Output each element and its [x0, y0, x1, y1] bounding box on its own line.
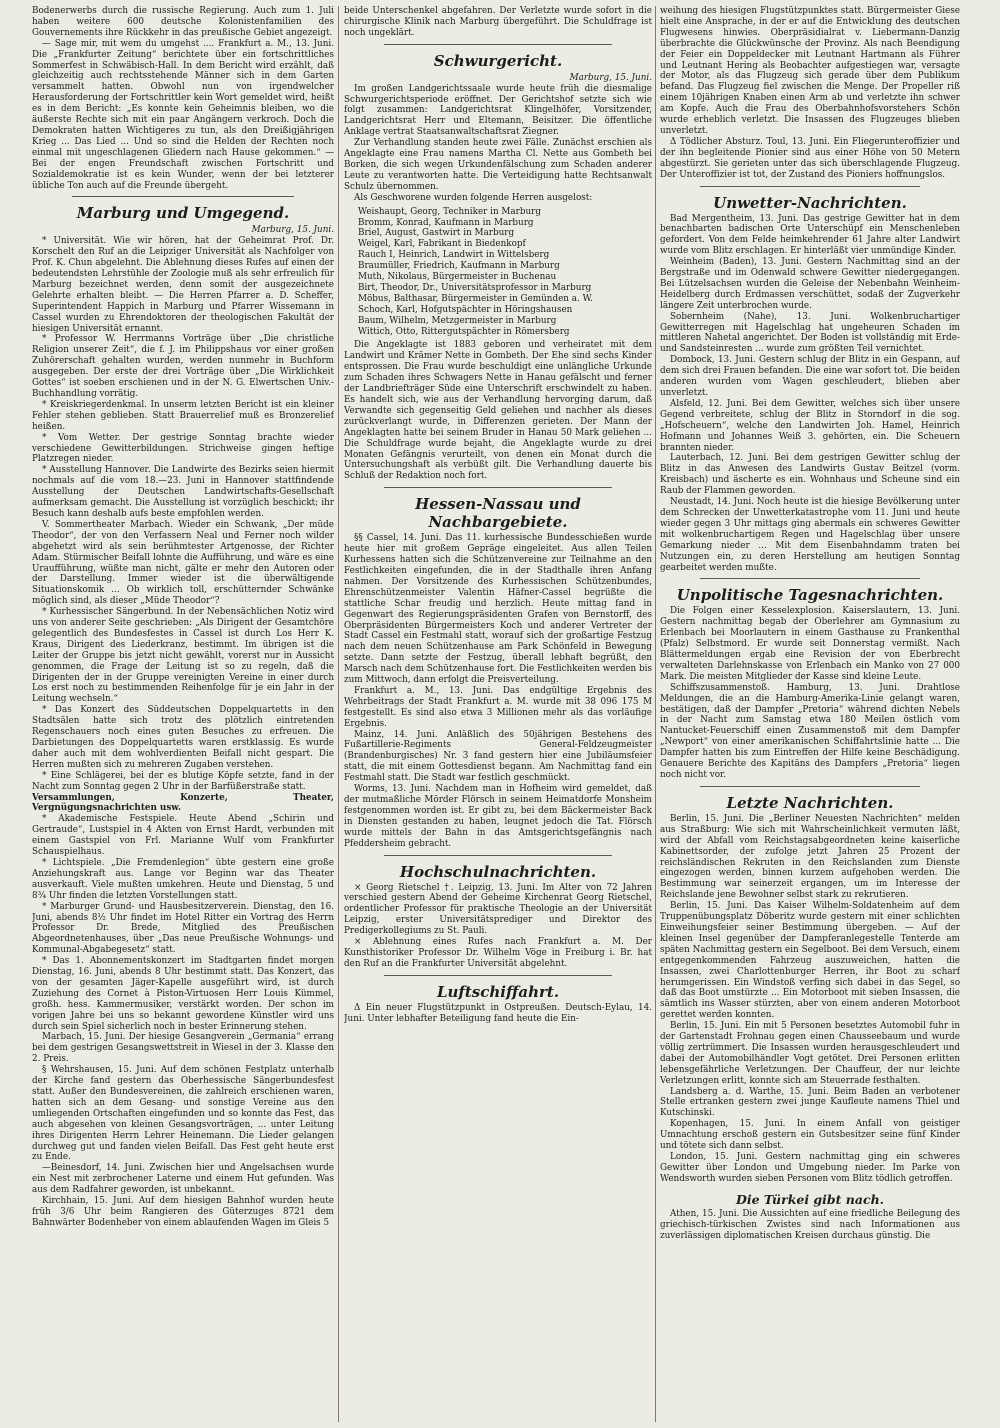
section-heading: Hochschulnachrichten.	[399, 862, 597, 881]
article-paragraph: * Eine Schlägerei, bei der es blutige Köpfe setzte, fand in der Nacht zum Sonntag gegen 2 Uhr in der Barfüßerstraße statt.	[32, 770, 334, 792]
article-paragraph: Schiffszusammenstoß. Hamburg, 13. Juni. Drahtlose Meldungen, die an die Hamburg-Amerika-Linie gelangt waren, bestätigen, daß der Dampfer „Pretoria“ während dichten Nebels in der Nacht zum Samstag etwa 180 Meilen östlich vom Nantucket-Feuerschiff einen Zusammenstoß mit dem Dampfer „Newport“ von einer amerikanischen Schiffahrtslinie hatte ... Die Dampfer hatten bis zum Eintreffen der Hilfe keine Beschädigung. Genauere Berichte des Kapitäns des Dampfers „Pretoria“ liegen noch nicht vor.	[660, 682, 960, 780]
section-heading: Hessen-Nassau und Nachbargebiete.	[415, 495, 581, 532]
list-item: Rauch I, Heinrich, Landwirt in Wittelsberg	[358, 250, 550, 261]
column-right	[660, 6, 960, 1422]
article-paragraph: Weinheim (Baden), 13. Juni. Gestern Nachmittag sind an der Bergstraße und im Odenwald schwere Gewitter niedergegangen. Bei Lützelsachsen wurden die Geleise der Nebenbahn Weinheim-Heidelberg durch Erdmassen verschüttet, sodaß der Zugverkehr längere Zeit unterbrochen wurde.	[660, 257, 960, 311]
article-paragraph: Berlin, 15. Juni. Ein mit 5 Personen besetztes Automobil fuhr in der Gartenstadt Frohnau gegen einen Chausseebaum und wurde völlig zertrümmert. Die Insassen wurden herausgeschleudert und dabei der Automobilhändler Vogt getötet. Drei Personen erlitten lebensgefährliche Verletzungen. Der Chauffeur, der nur leichte Verletzungen erlitt, konnte sich am Steuerrade festhalten.	[660, 1021, 960, 1086]
list-item: Möbus, Balthasar, Bürgermeister in Gemünden a. W.	[358, 293, 593, 304]
divider	[384, 975, 612, 976]
article-paragraph: Marbach, 15. Juni. Der hiesige Gesangverein „Germania“ errang bei dem gestrigen Gesangswettstreit in Wiesel in der 3. Klasse den 2. Preis.	[32, 1032, 334, 1065]
list-item: Muth, Nikolaus, Bürgermeister in Buchenau	[358, 272, 557, 283]
article-paragraph: —Beinesdorf, 14. Juni. Zwischen hier und Angelsachsen wurde ein Nest mit zerbrochener Laterne und einem Hut gefunden. Was aus dem Radfahrer geworden, ist unbekannt.	[32, 1163, 334, 1196]
article-paragraph: * Ausstellung Hannover. Die Landwirte des Bezirks seien hiermit nochmals auf die vom 18.—23. Juni in Hannover stattfindende Ausstellung der Deutschen Landwirtschafts-Gesellschaft aufmerksam gemacht. Die Ausstellung ist vorzüglich beschickt; ihr Besuch kann deshalb aufs beste empfohlen werden.	[32, 465, 334, 519]
section-heading: Marburg und Umgegend.	[76, 204, 290, 223]
list-item: Braumüller, Friedrich, Kaufmann in Marburg	[358, 261, 560, 272]
section-heading: Schwurgericht.	[433, 51, 563, 70]
article-paragraph: Dombock, 13. Juni. Gestern schlug der Blitz in ein Gespann, auf dem sich drei Frauen befanden. Die eine war sofort tot. Die beiden anderen wurden vom Wagen geschleudert, blieben aber unverletzt.	[660, 355, 960, 398]
article-paragraph: Die Angeklagte ist 1883 geboren und verheiratet mit dem Landwirt und Krämer Nette in Gombeth. Der Ehe sind sechs Kinder entsprossen. Die Frau wurde beschuldigt eine unlängliche Urkunde zum Schaden ihres Schwagers Nette in Hanau gefälscht und ferner der Landbriefträger Süde eine Unterschrift erschwindelt zu haben. Es handelt sich, wie aus der Verhandlung hervorging darum, daß Verwandte sich gegenseitig Geld geliehen und nachher als dieses zurückverlangt wurde, in Differenzen gerieten. Der Mann der Angeklagten hatte bei seinem Bruder in Hanau 50 Mark geliehen ... Die Schuldfrage wurde bejaht, die Angeklagte wurde zu drei Monaten Gefängnis verurteilt, von denen ein Monat durch die Untersuchungshaft als verbüßt gilt. Die Verhandlung dauerte bis Schluß der Redaktion noch fort.	[344, 340, 652, 482]
column-rule	[655, 6, 656, 1422]
article-paragraph: Alsfeld, 12. Juni. Bei dem Gewitter, welches sich über unsere Gegend verbreitete, schlug der Blitz in Storndorf in die sog. „Hofscheuern“, welche den Landwirten Joh. Hamel, Heinrich Hofmann und Johannes Weiß 3. gehörten, ein. Die Scheuern brannten nieder.	[660, 398, 960, 453]
article-paragraph: V. Sommertheater Marbach. Wieder ein Schwank, „Der müde Theodor“, der von den Verfassern Neal und Ferner noch wilder abgehetzt wird als sein berühmtester Artgenosse, der Richter Adam. Stürmischer Beifall lohnte die Aufführung, und wäre es eine Uraufführung, wüßte man nicht, gälte er mehr den Autoren oder der Darstellung. Immer wieder ist die überwältigende Situationskomik ... Ob wirklich toll, erschütternder Schwänke möglich sind, als dieser „Müde Theodor“?	[32, 519, 334, 607]
column-middle	[344, 6, 652, 1422]
section-heading: Letzte Nachrichten.	[726, 793, 894, 812]
article-paragraph: Als Geschworene wurden folgende Herren ausgelost:	[354, 192, 593, 203]
divider	[700, 578, 920, 579]
article-paragraph: Worms, 13. Juni. Nachdem man in Hofheim wird gemeldet, daß der mutmaßliche Mörder Flörsch in seinem Heimatdorfe Monsheim festgenommen worden ist. Er gibt zu, bei dem Bäckermeister Back in Diensten gestanden zu haben, leugnet jedoch die Tat. Flörsch wurde mittels der Bahn in das Amtsgerichtsgefängnis nach Pfeddersheim gebracht.	[344, 784, 652, 849]
divider	[72, 196, 294, 197]
subsection-heading: Die Türkei gibt nach.	[735, 1191, 885, 1207]
article-paragraph: Berlin, 15. Juni. Die „Berliner Neuesten Nachrichten“ melden aus Straßburg: Wie sich mit Wahrscheinlichkeit vermuten läßt, wird der Abfall vom Reichstagsabgeordneten keine kaiserliche Kabinettsorder, der zufolge jetzt Jahren 25 Prozent der reichsländischen Rekruten in den Reichslanden zum Dienste eingezogen werden, binnen kurzem aufgehoben werden. Die Bestimmung war seinerzeit ergangen, um im Interesse der Reichslande jene Bewohner selbst stark zu rekrutieren.	[660, 813, 960, 901]
article-paragraph: Frankfurt a. M., 13. Juni. Das endgültige Ergebnis des Wehrbeitrags der Stadt Frankfurt a. M. wurde mit 38 096 175 M festgestellt. Es sind also etwa 3 Millionen mehr als das vorläufige Ergebnis.	[344, 685, 652, 729]
dateline: Marburg, 15. Juni.	[569, 72, 652, 83]
column-rule	[338, 6, 339, 1422]
list-item: Bromm, Konrad, Kaufmann in Marburg	[358, 217, 534, 228]
list-item: Wittich, Otto, Rittergutspächter in Römersberg	[358, 326, 570, 337]
list-item: Briel, August, Gastwirt in Marburg	[358, 228, 515, 239]
article-paragraph: * Vom Wetter. Der gestrige Sonntag brachte wieder verschiedene Gewitterbildungen. Strichweise gingen heftige Platzregen nieder.	[32, 432, 334, 465]
subsection-heading: Versammlungen, Konzerte, Theater, Vergnügungsnachrichten usw.	[32, 792, 334, 814]
article-paragraph: * Professor W. Herrmanns Vorträge über „Die christliche Religion unserer Zeit“, die f. J. im Philippshaus vor einer großen Zuhörerschaft gehalten wurden, werden nunmehr in Buchform ausgegeben. Der erste der drei Vorträge über „Die Wirklichkeit Gottes“ ist soeben erschienen und in der N. G. Elwertschen Univ.-Buchhandlung vorrätig.	[32, 334, 334, 399]
article-paragraph: * Kreiskriegerdenkmal. In unserm letzten Bericht ist ein kleiner Fehler stehen geblieben. Statt Brauerrelief muß es Bronzerelief heißen.	[32, 399, 334, 432]
article-paragraph: Δ Ein neuer Flugstützpunkt in Ostpreußen. Deutsch-Eylau, 14. Juni. Unter lebhafter Beteiligung fand heute die Ein-	[344, 1002, 652, 1024]
article-paragraph: Athen, 15. Juni. Die Aussichten auf eine friedliche Beilegung des griechisch-türkischen Zwistes sind nach Informationen aus zuverlässigen diplomatischen Kreisen durchaus günstig. Die	[660, 1208, 960, 1241]
article-paragraph: Mainz, 14. Juni. Anläßlich des 50jährigen Bestehens des Fußartillerie-Regiments General-Feldzeugmeister (Brandenburgisches) Nr. 3 fand gestern hier eine Jubiläumsfeier statt, die mit einem Gottesdienst begann. Am Nachmittag fand ein Festmahl statt. Die Stadt war festlich geschmückt.	[344, 729, 652, 784]
article-paragraph: Δ Tödlicher Absturz. Toul, 13. Juni. Ein Fliegerunteroffizier und der ihn begleitende Pionier sind aus einer Höhe von 50 Metern abgestürzt. Sie gerieten unter das sich überschlagende Flugzeug. Der Unteroffizier ist tot, der Zustand des Pioniers hoffnungslos.	[660, 136, 960, 180]
article-paragraph: * Das Konzert des Süddeutschen Doppelquartetts in den Stadtsälen hatte sich trotz des plötzlich eintretenden Regenschauers noch eines guten Besuches zu erfreuen. Die Darbietungen des Doppelquartetts waren erstklassig. Es wurde daher auch mit dem wohlverdienten Beifall nicht gespart. Die Herren mußten sich zu mehreren Zugaben verstehen.	[32, 705, 334, 770]
divider	[384, 44, 612, 45]
article-paragraph: Im großen Landgerichtssaale wurde heute früh die diesmalige Schwurgerichtsperiode eröffnet. Der Gerichtshof setzte sich wie folgt zusammen: Landgerichtsrat Klingelhöfer, Vorsitzender, Landgerichtsrat Herr und Eltemann, Beisitzer. Die öffentliche Anklage vertrat Staatsanwaltschaftsrat Ziegner.	[344, 83, 652, 138]
article-paragraph: Bad Mergentheim, 13. Juni. Das gestrige Gewitter hat in dem benachbarten badischen Orte Unterschüpf ein Menschenleben gefordert. Von dem Felde heimkehrender 61 Jahre alter Landwirt wurde vom Blitz erschlagen. Er hinterläßt vier unmündige Kinder.	[660, 213, 960, 257]
article-paragraph: × Ablehnung eines Rufes nach Frankfurt a. M. Der Kunsthistoriker Professor Dr. Wilhelm Vöge in Freiburg i. Br. hat den Ruf an die Frankfurter Universität abgelehnt.	[344, 937, 652, 969]
article-paragraph: Die Folgen einer Kesselexplosion. Kaiserslautern, 13. Juni. Gestern nachmittag begab der Oberlehrer am Gymnasium zu Erlenbach bei Moorlautern in einem Gasthause zu Frankenthal (Pfalz) Selbstmord. Er wurde seit Donnerstag vermißt. Nach Blättermeldungen ergab eine Revision der von Eberbrecht verwalteten Darlehnskasse von Erlenbach ein Manko von 27 000 Mark. Die meisten Mitglieder der Kasse sind kleine Leute.	[660, 606, 960, 682]
article-paragraph: Bodenerwerbs durch die russische Regierung. Auch zum 1. Juli haben weitere 600 deutsche Kolonistenfamilien des Gouvernements ihre Rückkehr in das preußische Gebiet angezeigt.	[32, 6, 334, 38]
article-paragraph: §§ Cassel, 14. Juni. Das 11. kurhessische Bundesschießen wurde heute hier mit großem Gepräge eingeleitet. Aus allen Teilen Kurhessens hatten sich die Schützenvereine zur Teilnahme an den Festlichkeiten eingefunden, die in der Stadthalle ihren Anfang nahmen. Der Vorsitzende des Kurhessischen Schützenbundes, Ehrenschützenmeister Valentin Häfner-Cassel begrüßte die stattliche Schar freudig und herzlich. Heute mittag fand in Gegenwart des Regierungspräsidenten Grafen von Bernstorff, des Oberpräsidenten Bürgermeisters Koch und anderer Vertreter der Stadt Cassel ein Festmahl statt, worauf sich der großartige Festzug nach dem neuen Schützenhause am Park Schönfeld in Bewegung setzte. Dann setzte der Festzug, überall lebhaft begrüßt, den Marsch nach dem Schützenhause fort. Die Festlichkeiten werden bis zum Mittwoch, dann erfolgt die Preisverteilung.	[344, 533, 652, 686]
article-paragraph: § Wehrshausen, 15. Juni. Auf dem schönen Festplatz unterhalb der Kirche fand gestern das Oberhessische Sängerbundesfest statt. Außer den Bundesvereinen, die zahlreich erschienen waren, hatten sich an dem Gesang- und sonstige Vereine aus den umliegenden Ortschaften eingefunden und so konnte das Fest, das auch abgesehen von kleinen Gesangsvorträgen, ... unter Leitung ihres Dirigenten Herrn Lehrer Heinemann. Die Lieder gelangen durchweg gut und fanden vielen Beifall. Das Fest geht heute erst zu Ende.	[32, 1065, 334, 1163]
juror-list	[358, 207, 652, 338]
article-paragraph: Sobernheim (Nahe), 13. Juni. Wolkenbruchartiger Gewitterregen mit Hagelschlag hat ungeheuren Schaden im mittleren Nahetal angerichtet. Der Boden ist vollständig mit Erde- und Sandsteinresten ... wurde zum größten Teil vernichtet.	[660, 311, 960, 355]
article-paragraph: weihung des hiesigen Flugstützpunktes statt. Bürgermeister Giese hielt eine Ansprache, in der er auf die Entwicklung des deutschen Flugwesens hinwies. Oberpräsidialrat v. Liebermann-Danzig überbrachte die Glückwünsche der Provinz. Als nach Beendigung der Feier ein Doppeldecker mit Leutnant Hartmann als Führer und Leutnant Hering als Beobachter aufgestiegen war, versagte der Motor, als das Flugzeug sich gerade über dem Publikum befand. Das Flugzeug fiel zwischen die Menge. Der Propeller riß einem 10jährigen Knaben einen Arm ab und verletzte ihn schwer am Kopfe. Auch die Frau des Oberbahnhofsvorstehers Schön wurde erheblich verletzt. Die Insassen des Flugzeuges blieben unverletzt.	[660, 6, 960, 136]
list-item: Baum, Wilhelm, Metzgermeister in Marburg	[358, 315, 557, 326]
article-paragraph: * Universität. Wie wir hören, hat der Geheimrat Prof. Dr. Korschelt den Ruf an die Leipziger Universität als Nachfolger von Prof. K. Chun abgelehnt. Die Ablehnung dieses Rufes auf einen der bedeutendsten Lehrstühle der Zoologie muß als sehr erfreulich für Marburg bezeichnet werden, denn somit der ausgezeichnete Gelehrte erhalten bleibt. — Die Herren Pfarrer a. D. Scheffer, Superintendent Happich in Marburg und Pfarrer Wissemann in Cassel wurden zu Ehrendoktoren der theologischen Fakultät der hiesigen Universität ernannt.	[32, 236, 334, 334]
article-paragraph: — Sage mir, mit wem du umgehst .... Frankfurt a. M., 13. Juni. Die „Frankfurter Zeitung“ berichtete über ein fortschrittliches Sommerfest in Schwäbisch-Hall. In dem Bericht wird erzählt, daß gleichzeitig auch rechtsstehende Männer sich in dem Garten versammelt hatten. Obwohl nun von irgendwelcher Herausforderung der Fortschrittler kein Wort gemeldet wird, heißt es in dem Bericht: „Es konnte kein Geheimnis bleiben, wo die äußerste Rechte sich mit ein paar Angängern verkroch. Doch die Demokraten hatten Wichtigeres zu tun, als den Dreißigjährigen Krieg ... Das Lied ... Und so sind die Helden der Rechten noch einmal mit ungeschlagenen Gliedern nach Hause gekommen.“ — Bei der engen Freundschaft zwischen Fortschritt und Sozialdemokratie ist es kein Wunder, wenn der bei letzterer übliche Ton auch auf die Freunde übergeht.	[32, 38, 334, 191]
article-paragraph: * Lichtspiele. „Die Fremdenlegion“ übte gestern eine große Anziehungskraft aus. Lange vor Beginn war das Theater ausverkauft. Viele mußten umkehren. Heute und Dienstag, 5 und 8¾ Uhr finden die letzten Vorstellungen statt.	[32, 857, 334, 901]
article-paragraph: Neustadt, 14. Juni. Noch heute ist die hiesige Bevölkerung unter dem Schrecken der Unwetterkatastrophe vom 11. Juni und heute wieder gegen 3 Uhr mittags ging abermals ein schweres Gewitter mit wolkenbruchartigem Regen und Hagelschlag über unsere Gemarkung nieder ... Mit dem Eisenbahndamm traten bei Nutzungen ein, zu deren Herstellung am heutigen Sonntag gearbeitet werden mußte.	[660, 497, 960, 573]
article-paragraph: × Georg Rietschel †. Leipzig, 13. Juni. Im Alter von 72 Jahren verschied gestern Abend der Geheime Kirchenrat Georg Rietschel, ordentlicher Professor für praktische Theologie an der Universität Leipzig, erster Universitätsprediger und Direktor des Predigerkollegiums zu St. Pauli.	[344, 882, 652, 937]
article-paragraph: * Kurhessischer Sängerbund. In der Nebensächlichen Notiz wird uns von anderer Seite geschrieben: „Als Dirigent der Gesamtchöre gelegentlich des Bundesfestes in Cassel ist durch Los Herr K. Kraus, Dirigent des Liederkranz, bestimmt. Im übrigen ist die Leiter der Gruppe bis jetzt nicht gewählt, vorerst nur in Aussicht genommen, die Frage der Leitung ist so zu regeln, daß die Dirigenten der in der Gruppe vereinigten Vereine in einer durch Los erst noch zu bestimmenden Reihenfolge für je ein Jahr in der Leitung wechseln.“	[32, 607, 334, 705]
dateline: Marburg, 15. Juni.	[251, 225, 334, 236]
article-paragraph: * Akademische Festspiele. Heute Abend „Schirin und Gertraude“, Lustspiel in 4 Akten von Ernst Hardt, verbunden mit einem Gastspiel von Frl. Marianne Wulf vom Frankfurter Schauspielhaus.	[32, 814, 334, 858]
list-item: Birt, Theodor, Dr., Universitätsprofessor in Marburg	[358, 282, 592, 293]
article-paragraph: * Das 1. Abonnementskonzert im Stadtgarten findet morgen Dienstag, 16. Juni, abends 8 Uhr bestimmt statt. Das Konzert, das von der gesamten Jäger-Kapelle ausgeführt wird, ist durch Zuziehung des Cornet à Piston-Virtuosen Herr Louis Kümmel, großh. hess. Kammermusiker, verstärkt worden. Der schon im vorigen Jahre bei uns so bekannt gewordene Künstler wird uns durch sein Spiel sicherlich noch in bester Erinnerung stehen.	[32, 956, 334, 1032]
column-left	[32, 6, 334, 1422]
article-paragraph: Zur Verhandlung standen heute zwei Fälle. Zunächst erschien als Angeklagte eine Frau namens Martha Cl. Nette aus Gombeth bei Borken, die sich wegen Urkundenfälschung zum Schaden anderer Leute zu verantworten hatte. Die Verteidigung hatte Rechtsanwalt Schulz übernommen.	[344, 138, 652, 192]
article-paragraph: Landsberg a. d. Warthe, 15. Juni. Beim Baden an verbotener Stelle ertranken gestern zwei junge Kaufleute namens Thiel und Kutschinski.	[660, 1086, 960, 1119]
divider	[384, 855, 612, 856]
article-paragraph: * Marburger Grund- und Hausbesitzerverein. Dienstag, den 16. Juni, abends 8½ Uhr findet im Hotel Ritter ein Vortrag des Herrn Professor Dr. Brede, Mitglied des Preußischen Abgeordnetenhauses, über „Das neue Preußische Wohnungs- und Kommunal-Abgabegesetz“ statt.	[32, 901, 334, 956]
list-item: Weishaupt, Georg, Techniker in Marburg	[358, 206, 542, 217]
list-item: Schoch, Karl, Hofgutspächter in Höringshausen	[358, 304, 573, 315]
article-paragraph: Berlin, 15. Juni. Das Kaiser Wilhelm-Soldatenheim auf dem Truppenübungsplatz Döberitz wurde gestern mit einer schlichten Einweihungsfeier seiner Bestimmung übergeben. — Auf der kleinen Insel gegenüber der Dampferanlegestelle Tenterde am späten Nachmittag gestern ein Segelboot. Bei dem Versuch, einem entgegenkommenden Fahrzeug auszuweichen, hatten die Insassen, zwei Charlottenburger Herren, ihr Boot zu scharf herumgerissen. Ein Windstoß verfing sich dabei in das Segel, so daß das Boot umstürzte ... Ein Motorboot mit sieben Insassen, die sämtlich ins Wasser stürzten, aber von einem anderen Motorboot gerettet werden konnten.	[660, 901, 960, 1021]
section-heading: Unwetter-Nachrichten.	[713, 193, 907, 212]
section-heading: Luftschiffahrt.	[436, 982, 560, 1001]
article-paragraph: London, 15. Juni. Gestern nachmittag ging ein schweres Gewitter über London und Umgebung nieder. Im Parke von Wendsworth wurden sieben Personen vom Blitz tödlich getroffen.	[660, 1152, 960, 1184]
article-paragraph: Lauterbach, 12. Juni. Bei dem gestrigen Gewitter schlug der Blitz in das Anwesen des Landwirts Gustav Beitzel (vorm. Kreisbach) und äscherte es ein. Wohnhaus und Scheune sind ein Raub der Flammen geworden.	[660, 453, 960, 497]
divider	[384, 487, 612, 488]
article-paragraph: Kopenhagen, 15. Juni. In einem Anfall von geistiger Umnachtung erschoß gestern ein Gutsbesitzer seine fünf Kinder und tötete sich dann selbst.	[660, 1119, 960, 1152]
article-paragraph: beide Unterschenkel abgefahren. Der Verletzte wurde sofort in die chirurgische Klinik nach Marburg übergeführt. Die Schuldfrage ist noch ungeklärt.	[344, 6, 652, 38]
article-paragraph: Kirchhain, 15. Juni. Auf dem hiesigen Bahnhof wurden heute früh 3/6 Uhr beim Rangieren des Güterzuges 8721 dem Bahnwärter Bodenheber von einem ablaufenden Wagen im Gleis 5	[32, 1196, 334, 1228]
divider	[700, 186, 920, 187]
section-heading: Unpolitische Tagesnachrichten.	[676, 586, 944, 605]
divider	[700, 786, 920, 787]
list-item: Weigel, Karl, Fabrikant in Biedenkopf	[358, 239, 526, 250]
